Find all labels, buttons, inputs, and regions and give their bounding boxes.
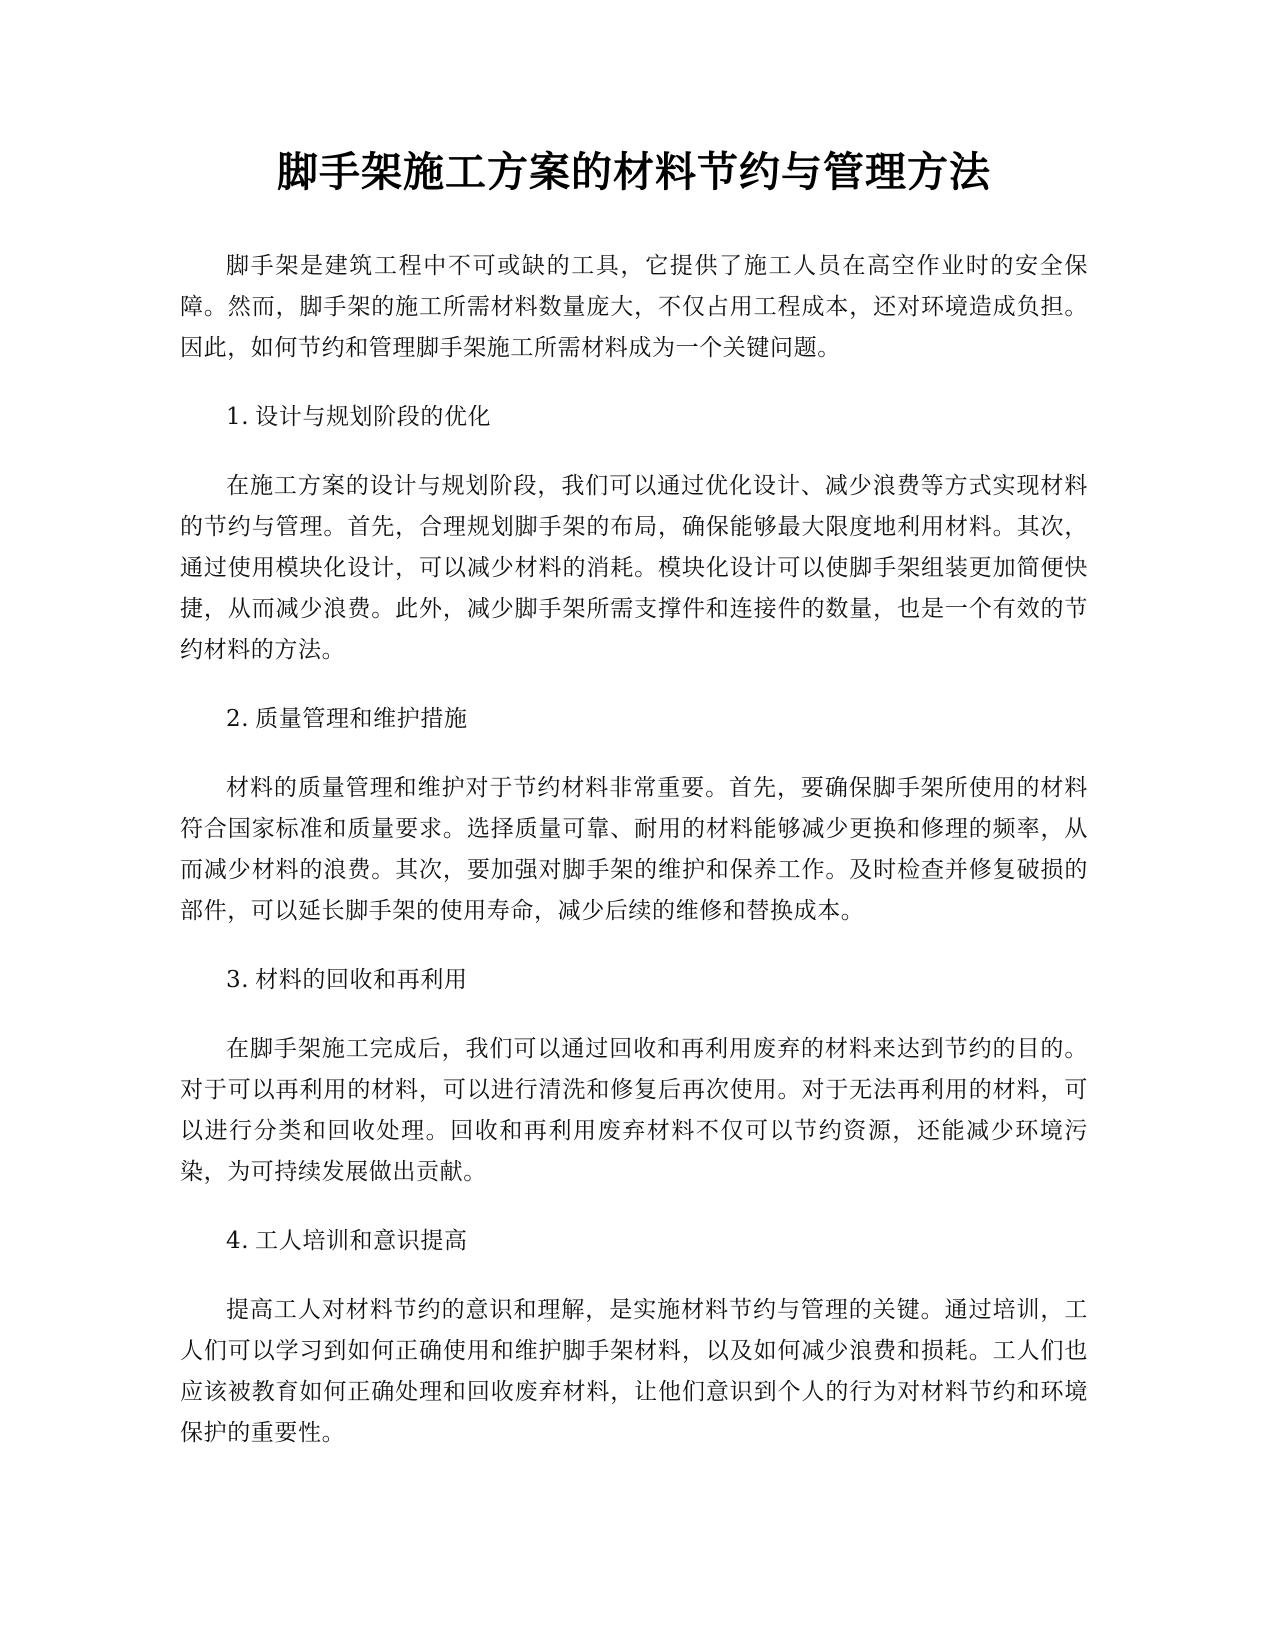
section-heading-text: 材料的回收和再利用 xyxy=(255,967,468,993)
section-body-3: 在脚手架施工完成后，我们可以通过回收和再利用废弃的材料来达到节约的目的。对于可以再利用的材料，可以进行清洗和修复后再次使用。对于无法再利用的材料，可以进行分类和回收处理。回收和再利用废弃材料不仅可以节约资源，还能减少环境污染，为可持续发展做出贡献。 xyxy=(180,1036,1088,1185)
section-heading-text: 质量管理和维护措施 xyxy=(255,706,468,732)
section-number: 2. xyxy=(226,706,250,732)
section-heading-4 xyxy=(180,1221,1088,1262)
document-page xyxy=(180,140,1088,1482)
section-heading-2 xyxy=(180,699,1088,740)
section-heading-text: 设计与规划阶段的优化 xyxy=(255,404,492,430)
section-heading-1 xyxy=(180,397,1088,438)
section-body-2: 材料的质量管理和维护对于节约材料非常重要。首先，要确保脚手架所使用的材料符合国家标准和质量要求。选择质量可靠、耐用的材料能够减少更换和修理的频率，从而减少材料的浪费。其次，要加强对脚手架的维护和保养工作。及时检查并修复破损的部件，可以延长脚手架的使用寿命，减少后续的维修和替换成本。 xyxy=(180,775,1088,924)
section-body-4: 提高工人对材料节约的意识和理解，是实施材料节约与管理的关键。通过培训，工人们可以学习到如何正确使用和维护脚手架材料，以及如何减少浪费和损耗。工人们也应该被教育如何正确处理和回收废弃材料，让他们意识到个人的行为对材料节约和环境保护的重要性。 xyxy=(180,1297,1088,1446)
section-heading-text: 工人培训和意识提高 xyxy=(255,1228,468,1254)
intro-paragraph: 脚手架是建筑工程中不可或缺的工具，它提供了施工人员在高空作业时的安全保障。然而，脚手架的施工所需材料数量庞大，不仅占用工程成本，还对环境造成负担。因此，如何节约和管理脚手架施工所需材料成为一个关键问题。 xyxy=(180,253,1088,361)
section-number: 1. xyxy=(226,404,250,430)
section-body-1: 在施工方案的设计与规划阶段，我们可以通过优化设计、减少浪费等方式实现材料的节约与管理。首先，合理规划脚手架的布局，确保能够最大限度地利用材料。其次，通过使用模块化设计，可以减少材料的消耗。模块化设计可以使脚手架组装更加简便快捷，从而减少浪费。此外，减少脚手架所需支撑件和连接件的数量，也是一个有效的节约材料的方法。 xyxy=(180,473,1088,663)
section-number: 4. xyxy=(226,1228,250,1254)
section-heading-3 xyxy=(180,960,1088,1001)
section-number: 3. xyxy=(226,967,250,993)
document-title: 脚手架施工方案的材料节约与管理方法 xyxy=(277,148,991,196)
